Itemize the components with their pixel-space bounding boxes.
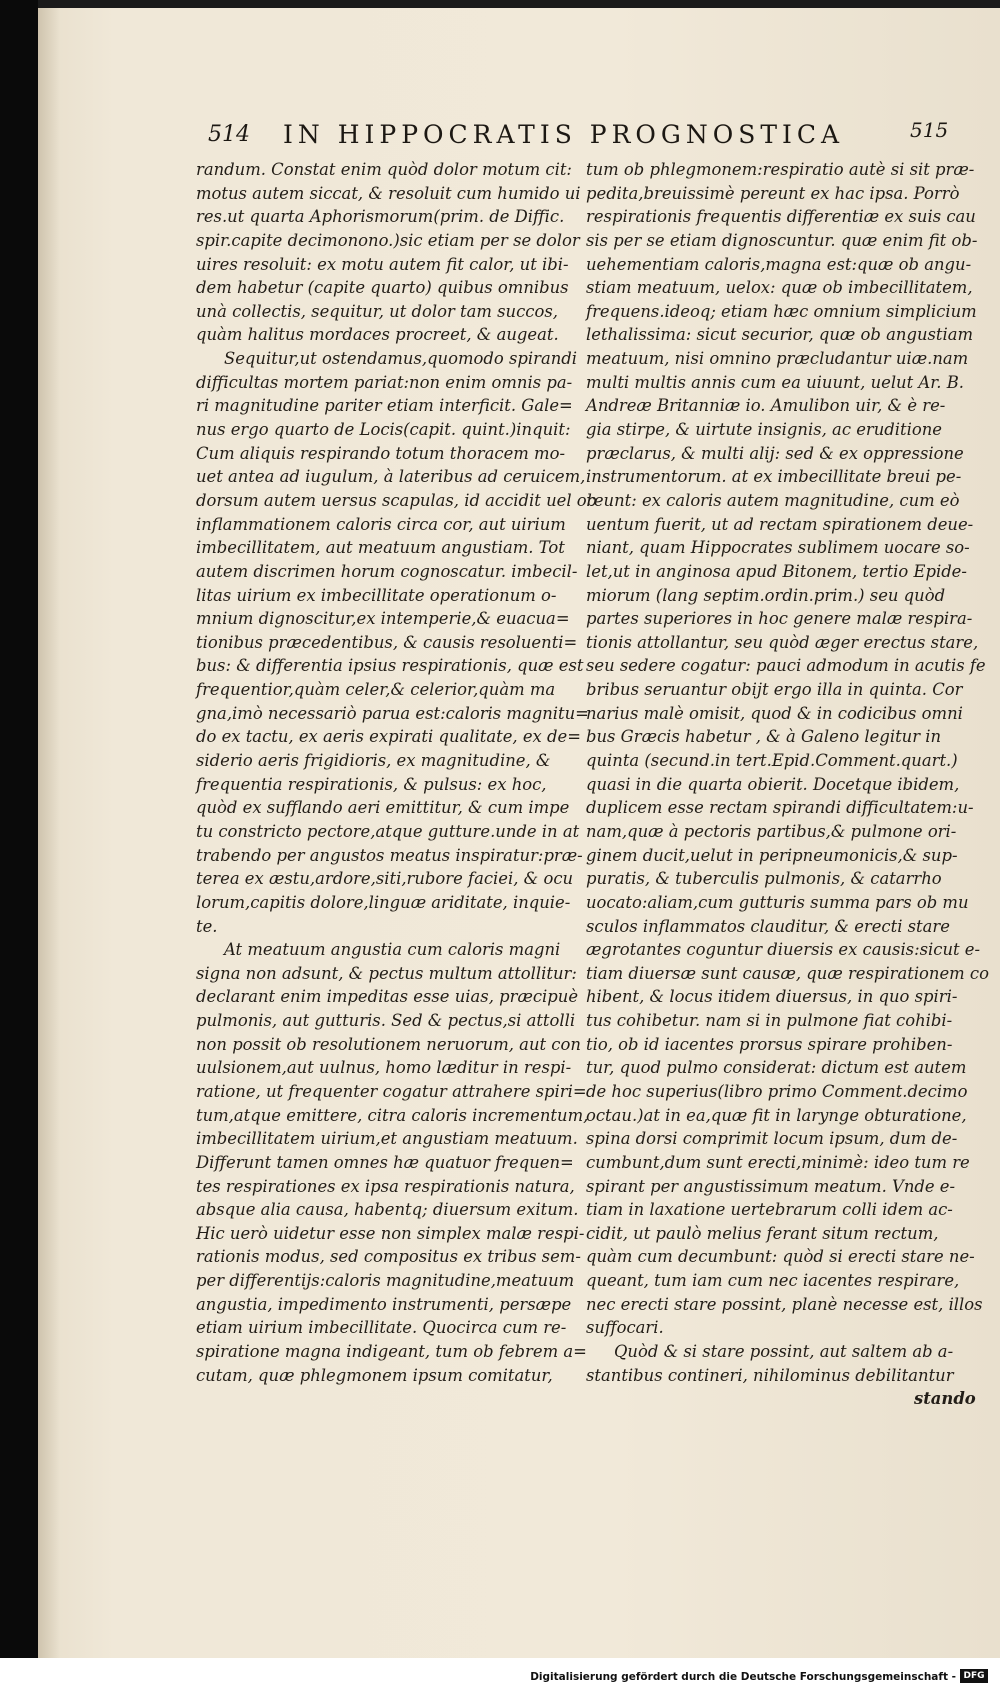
- text-line: tu constricto pectore,atque gutture.unde in at: [196, 821, 580, 841]
- text-line: niant, quam Hippocrates sublimem uocare so-: [586, 538, 970, 558]
- text-column-left: [196, 158, 598, 1387]
- text-line: At meatuum angustia cum caloris magni: [224, 940, 561, 960]
- scan-left-border: [0, 0, 38, 1698]
- text-line: hibent, & locus itidem diuersus, in quo spiri-: [586, 987, 958, 1007]
- text-line: quàm cum decumbunt: quòd si erecti stare ne-: [586, 1247, 975, 1267]
- text-line: tio, ob id iacentes prorsus spirare prohiben-: [586, 1034, 953, 1054]
- text-line: respirationis frequentis differentiæ ex suis cau: [586, 207, 976, 227]
- gutter-shadow: [38, 8, 60, 1658]
- text-line: tur, quod pulmo considerat: dictum est autem: [586, 1058, 967, 1078]
- text-line: spirant per angustissimum meatum. Vnde e-: [586, 1176, 956, 1196]
- text-line: spina dorsi comprimit locum ipsum, dum de-: [586, 1129, 958, 1149]
- text-line: autem discrimen horum cognoscatur. imbecil-: [196, 561, 578, 581]
- text-line: Hic uerò uidetur esse non simplex malæ respi-: [196, 1223, 585, 1243]
- text-line: ægrotantes coguntur diuersis ex causis:sicut e-: [586, 940, 981, 960]
- text-line: sculos inflammatos clauditur, & erecti stare: [586, 916, 950, 936]
- text-line: tiam in laxatione uertebrarum colli idem ac-: [586, 1200, 953, 1220]
- scan-top-border: [0, 0, 1000, 8]
- text-line: unà collectis, sequitur, ut dolor tam succos,: [196, 301, 558, 321]
- text-line: frequens.ideoq; etiam hæc omnium simplicium: [586, 301, 977, 321]
- text-line: gia stirpe, & uirtute insignis, ac eruditione: [586, 420, 942, 440]
- text-line: siderio aeris frigidioris, ex magnitudine, &: [196, 751, 551, 771]
- text-line: quasi in die quarta obierit. Docetque ibidem,: [586, 774, 960, 794]
- text-line: quòd ex sufflando aeri emittitur, & cum impe: [196, 798, 570, 818]
- text-line: tes respirationes ex ipsa respirationis natura,: [196, 1176, 575, 1196]
- text-line: miorum (lang septim.ordin.prim.) seu quòd: [586, 585, 946, 605]
- text-line: te.: [196, 916, 218, 936]
- text-line: inflammationem caloris circa cor, aut uirium: [196, 514, 566, 534]
- text-line: instrumentorum. at ex imbecillitate breui pe-: [586, 467, 962, 487]
- text-line: rationis modus, sed compositus ex tribus sem-: [196, 1247, 581, 1267]
- text-line: uentum fuerit, ut ad rectam spirationem deue-: [586, 514, 974, 534]
- text-line: octau.)at in ea,quæ fit in larynge obturatione,: [586, 1105, 967, 1125]
- page-header: [38, 116, 1000, 156]
- text-line: Cum aliquis respirando totum thoracem mo-: [196, 443, 565, 463]
- text-line: lorum,capitis dolore,linguæ ariditate, inquie-: [196, 892, 571, 912]
- text-line: frequentia respirationis, & pulsus: ex hoc,: [196, 774, 547, 794]
- text-line: quinta (secund.in tert.Epid.Comment.quart.): [586, 751, 958, 771]
- text-line: bribus seruantur obijt ergo illa in quinta. Cor: [586, 680, 963, 700]
- text-line: puratis, & tuberculis pulmonis, & catarrho: [586, 869, 942, 889]
- text-line: frequentior,quàm celer,& celerior,quàm ma: [196, 680, 556, 700]
- text-line: dorsum autem uersus scapulas, id accidit uel ob: [196, 490, 598, 510]
- text-line: difficultas mortem pariat:non enim omnis pa-: [196, 372, 573, 392]
- book-page: [38, 8, 1000, 1658]
- text-line: uehementiam caloris,magna est:quæ ob angu-: [586, 254, 972, 274]
- text-line: tionis attollantur, seu quòd æger erectus stare,: [586, 632, 979, 652]
- text-line: spiratione magna indigeant, tum ob febrem a=: [196, 1342, 587, 1362]
- text-line: Andreæ Britanniæ io. Amulibon uir, & è re-: [586, 396, 946, 416]
- funding-credit: Digitalisierung gefördert durch die Deutsche Forschungsgemeinschaft -: [530, 1671, 956, 1683]
- text-line: etiam uirium imbecillitate. Quocirca cum re-: [196, 1318, 567, 1338]
- text-line: uet antea ad iugulum, à lateribus ad ceruicem,: [196, 467, 586, 487]
- text-line: tum,atque emittere, citra caloris incrementum,: [196, 1105, 589, 1125]
- text-line: do ex tactu, ex aeris expirati qualitate, ex de=: [196, 727, 581, 747]
- text-line: angustia, impedimento instrumenti, persæpe: [196, 1294, 572, 1314]
- text-line: ginem ducit,uelut in peripneumonicis,& sup-: [586, 845, 958, 865]
- text-line: meatuum, nisi omnino præcludantur uiæ.nam: [586, 349, 969, 369]
- text-line: nus ergo quarto de Locis(capit. quint.)inquit:: [196, 420, 571, 440]
- running-head: IN HIPPOCRATIS PROGNOSTICA: [283, 120, 845, 149]
- text-line: stiam meatuum, uelox: quæ ob imbecillitatem,: [586, 278, 973, 298]
- page-number-left: 514: [208, 122, 250, 147]
- text-line: bus Græcis habetur , & à Galeno legitur in: [586, 727, 942, 747]
- text-line: cutam, quæ phlegmonem ipsum comitatur,: [196, 1365, 553, 1385]
- text-line: præclarus, & multi alij: sed & ex oppressione: [586, 443, 964, 463]
- text-line: uocato:aliam,cum gutturis summa pars ob mu: [586, 892, 969, 912]
- text-line: bus: & differentia ipsius respirationis, quæ est: [196, 656, 584, 676]
- text-line: narius malè omisit, quod & in codicibus omni: [586, 703, 963, 723]
- text-line: ratione, ut frequenter cogatur attrahere spiri=: [196, 1081, 587, 1101]
- text-line: imbecillitatem uirium,et angustiam meatuum.: [196, 1129, 578, 1149]
- text-line: tus cohibetur. nam si in pulmone fiat cohibi-: [586, 1011, 953, 1031]
- text-line: terea ex æstu,ardore,siti,rubore faciei, & ocu: [196, 869, 574, 889]
- text-line: suffocari.: [586, 1318, 664, 1338]
- text-line: reunt: ex caloris autem magnitudine, cum eò: [586, 490, 960, 510]
- text-line: declarant enim impeditas esse uias, præcipuè: [196, 987, 579, 1007]
- text-line: signa non adsunt, & pectus multum attollitur:: [196, 963, 577, 983]
- text-line: uires resoluit: ex motu autem fit calor, ut ibi-: [196, 254, 569, 274]
- text-line: res.ut quarta Aphorismorum(prim. de Diffic.: [196, 207, 565, 227]
- text-line: duplicem esse rectam spirandi difficultatem:u-: [586, 798, 974, 818]
- text-line: stantibus contineri, nihilominus debilitantur: [586, 1365, 954, 1385]
- digitization-footer: [0, 1658, 1000, 1698]
- dfg-logo: DFG: [960, 1669, 988, 1683]
- page-number-right: 515: [910, 118, 949, 142]
- text-line: dem habetur (capite quarto) quibus omnibus: [196, 278, 569, 298]
- text-line: multi multis annis cum ea uiuunt, uelut Ar. B.: [586, 372, 964, 392]
- text-column-right: [586, 158, 989, 1411]
- text-line: absque alia causa, habentq; diuersum exitum.: [196, 1200, 579, 1220]
- text-line: cidit, ut paulò melius ferant situm rectum,: [586, 1223, 939, 1243]
- text-line: nec erecti stare possint, planè necesse est, illos: [586, 1294, 983, 1314]
- text-line: tum ob phlegmonem:respiratio autè si sit præ-: [586, 160, 975, 179]
- text-line: de hoc superius(libro primo Comment.decimo: [586, 1081, 968, 1101]
- text-line: randum. Constat enim quòd dolor motum cit:: [196, 160, 572, 179]
- text-line: queant, tum iam cum nec iacentes respirare,: [586, 1271, 960, 1291]
- text-line: per differentijs:caloris magnitudine,meatuum: [196, 1271, 575, 1291]
- text-line: tionibus præcedentibus, & causis resoluenti=: [196, 632, 578, 652]
- text-line: spir.capite decimonono.)sic etiam per se dolor: [196, 230, 580, 250]
- text-line: tiam diuersæ sunt causæ, quæ respirationem co: [586, 963, 989, 983]
- text-line: gna,imò necessariò parua est:caloris magnitu=: [196, 703, 589, 723]
- text-line: uulsionem,aut uulnus, homo læditur in respi-: [196, 1058, 572, 1078]
- text-line: stando: [914, 1389, 976, 1409]
- text-line: pulmonis, aut gutturis. Sed & pectus,si attolli: [196, 1011, 576, 1031]
- text-line: quàm halitus mordaces procreet, & augeat.: [196, 325, 559, 345]
- text-line: mnium dignoscitur,ex intemperie,& euacua=: [196, 609, 570, 629]
- text-line: let,ut in anginosa apud Bitonem, tertio Epide-: [586, 561, 967, 581]
- text-line: nam,quæ à pectoris partibus,& pulmone ori-: [586, 821, 957, 841]
- text-line: Differunt tamen omnes hæ quatuor frequen=: [196, 1152, 574, 1172]
- text-line: Quòd & si stare possint, aut saltem ab a-: [614, 1342, 954, 1362]
- text-line: motus autem siccat, & resoluit cum humido ui: [196, 183, 581, 203]
- text-line: pedita,breuissimè pereunt ex hac ipsa. Porrò: [586, 183, 960, 203]
- text-line: Sequitur,ut ostendamus,quomodo spirandi: [224, 349, 578, 369]
- text-line: litas uirium ex imbecillitate operationum o-: [196, 585, 557, 605]
- text-line: non possit ob resolutionem neruorum, aut con: [196, 1034, 581, 1054]
- text-line: seu sedere cogatur: pauci admodum in acutis fe: [586, 656, 986, 676]
- text-line: trabendo per angustos meatus inspiratur:præ-: [196, 845, 583, 865]
- text-line: ri magnitudine pariter etiam interficit. Gale=: [196, 396, 573, 416]
- text-line: imbecillitatem, aut meatuum angustiam. Tot: [196, 538, 565, 558]
- text-line: lethalissima: sicut securior, quæ ob angustiam: [586, 325, 974, 345]
- text-line: partes superiores in hoc genere malæ respira-: [586, 609, 973, 629]
- text-line: sis per se etiam dignoscuntur. quæ enim fit ob-: [586, 230, 978, 250]
- text-line: cumbunt,dum sunt erecti,minimè: ideo tum re: [586, 1152, 970, 1172]
